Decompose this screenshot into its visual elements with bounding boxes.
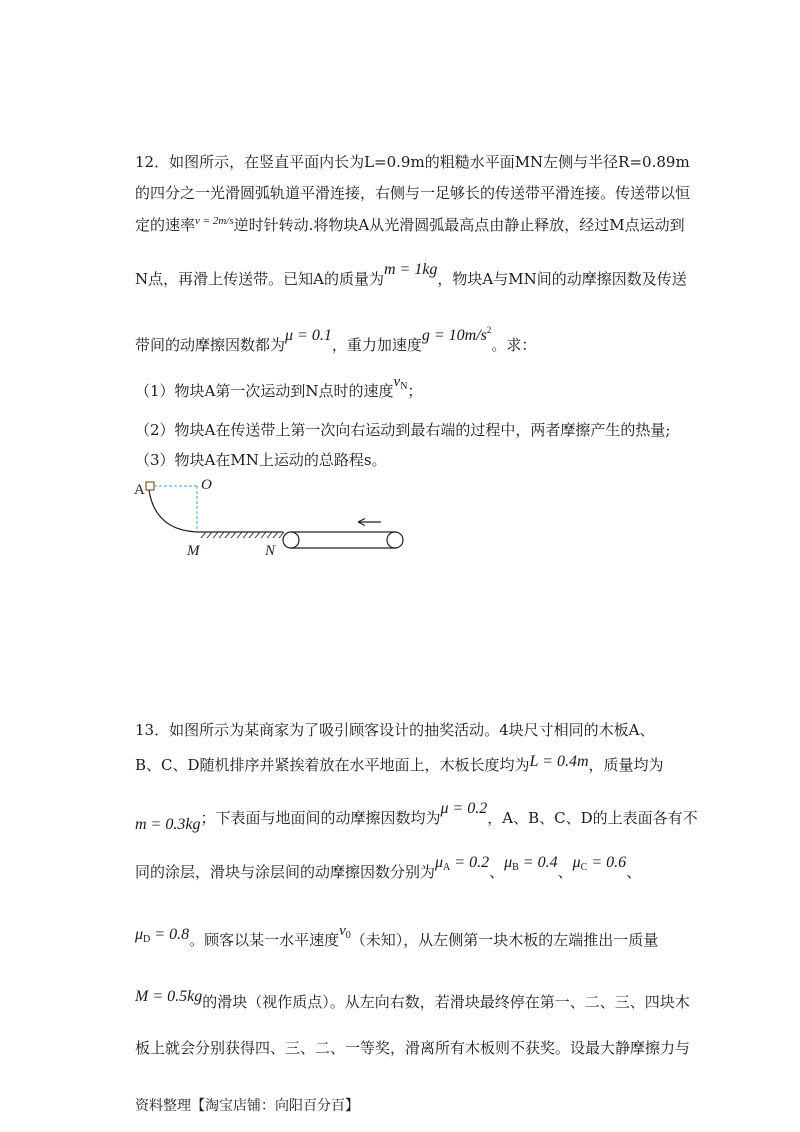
q12-line-2: 的四分之一光滑圆弧轨道平滑连接，右侧与一足够长的传送带平滑连接。传送带以恒 [135, 184, 691, 202]
hatch-mark [273, 532, 278, 538]
q13-line-1: 13．如图所示为某商家为了吸引顾客设计的抽奖活动。4块尺寸相同的木板A、 [135, 721, 655, 739]
q13-separator: 、 [557, 863, 573, 881]
hatch-mark [207, 532, 212, 538]
hatch-mark [267, 532, 272, 538]
q12-line-1: 12．如图所示，在竖直平面内长为L=0.9m的粗糙水平面MN左侧与半径R=0.89m [135, 153, 690, 171]
q13-line-2 [135, 755, 664, 776]
q12-line-5 [135, 325, 537, 356]
q13-slider-mass-formula: M = 0.5kg [135, 988, 203, 1005]
q12-text: 定的速率 [135, 216, 196, 234]
q13-mu-c-formula: $\mu_C = 0.6$ [572, 854, 627, 873]
q13-text: ，A、B、C、D的上表面各有不 [487, 809, 698, 827]
q13-line-6 [135, 988, 690, 1013]
q12-text: N点，再滑上传送带。已知A的质量为 [135, 270, 384, 288]
q12-text: 带间的动摩擦因数都为 [135, 336, 286, 354]
q12-text: ，重力加速度 [331, 336, 422, 354]
q13-text: ；下表面与地面间的动摩擦因数均为 [200, 809, 441, 827]
q12-speed-formula: v = 2m/s [195, 215, 234, 227]
q12-part-3: （3）物块A在MN上运动的总路程s。 [135, 451, 387, 469]
hatch-mark [255, 532, 260, 538]
hatch-mark [225, 532, 230, 538]
q13-mu-formula: μ = 0.2 [440, 800, 488, 817]
q13-text: 的滑块（视作质点）。从左向右数，若滑块最终停在第一、二、三、四块木 [202, 993, 690, 1011]
q13-mass-formula: m = 0.3kg [135, 816, 201, 833]
q13-mu-b-formula: $\mu_B = 0.4$ [504, 854, 558, 873]
quarter-arc-track [149, 490, 197, 532]
q13-text: B、C、D随机排序并紧挨着放在水平地面上，木板长度均为 [135, 756, 530, 774]
label-n: N [265, 543, 276, 559]
hatch-mark [201, 532, 206, 538]
hatch-mark [243, 532, 248, 538]
q13-mu-a-formula: $\mu_A = 0.2$ [435, 854, 490, 873]
q12-vn-symbol: $v_N$ [393, 374, 408, 392]
q12-mu-formula: μ = 0.1 [285, 327, 332, 344]
block-a [146, 482, 154, 490]
label-o: O [201, 477, 212, 493]
q13-separator: 、 [489, 863, 505, 881]
q12-text: 。求： [491, 336, 537, 354]
q12-mass-formula: m = 1kg [383, 261, 438, 278]
conveyor-left-roller [283, 532, 299, 548]
q13-line-7: 板上就会分别获得四、三、二、一等奖，滑离所有木板则不获奖。设最大静摩擦力与 [135, 1039, 691, 1057]
hatch-mark [231, 532, 236, 538]
label-a: A [134, 482, 145, 498]
q13-text: 。顾客以某一水平速度 [189, 931, 340, 949]
hatch-mark [261, 532, 266, 538]
q13-length-formula: L = 0.4m [529, 753, 589, 770]
q13-line-5 [135, 923, 659, 956]
q12-line-4 [135, 261, 687, 290]
q13-v0-symbol: $v_0$ [339, 923, 351, 941]
q12-part-2: （2）物块A在传送带上第一次向右运动到最右端的过程中，两者摩擦产生的热量; [135, 421, 671, 439]
q12-part-1 [135, 374, 423, 407]
q12-figure [125, 472, 425, 562]
q12-gravity-formula: $g = 10m/s^2$ [421, 325, 492, 344]
label-m: M [187, 543, 200, 559]
q12-line-3 [135, 215, 685, 237]
q13-text: ，质量均为 [588, 756, 664, 774]
page-footer: 资料整理【淘宝店铺：向阳百分百】 [135, 1098, 359, 1114]
q13-text: （未知），从左侧第一块木板的左端推出一质量 [350, 931, 659, 949]
hatch-mark [249, 532, 254, 538]
q12-text: 逆时针转动.将物块A从光滑圆弧最高点由静止释放，经过M点运动到 [233, 216, 685, 234]
q13-line-4 [135, 854, 642, 888]
q13-text: 同的涂层，滑块与涂层间的动摩擦因数分别为 [135, 863, 436, 881]
q12-text: ，物块A与MN间的动摩擦因数及传送 [437, 270, 687, 288]
q13-separator: 、 [626, 863, 642, 881]
conveyor-right-roller [387, 532, 403, 548]
rough-surface-hatching [201, 532, 284, 538]
q13-line-3 [135, 800, 698, 833]
hatch-mark [237, 532, 242, 538]
q13-mu-d-formula: $\mu_D = 0.8$ [135, 926, 190, 945]
hatch-mark [219, 532, 224, 538]
q12-text: （1）物块A第一次运动到N点时的速度 [135, 382, 394, 400]
q12-text: ； [407, 382, 423, 400]
hatch-mark [213, 532, 218, 538]
